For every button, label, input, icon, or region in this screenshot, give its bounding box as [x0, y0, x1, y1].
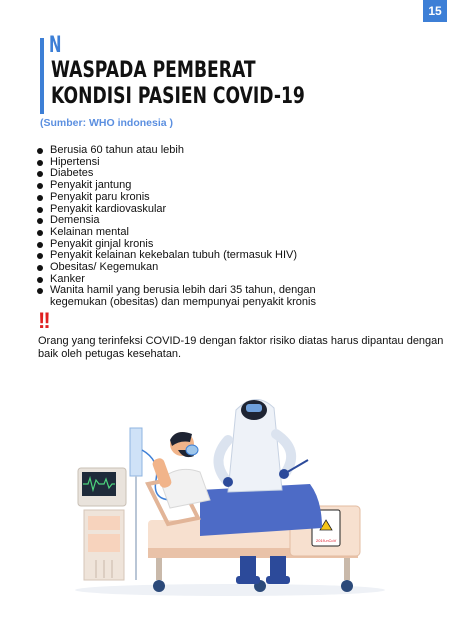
list-item: Wanita hamil yang berusia lebih dari 35 tahun, dengan kegemukan (obesitas) dan mempunyai penyakit kronis [36, 285, 350, 308]
list-item: Diabetes [36, 168, 350, 180]
title-line-2: KONDISI PASIEN COVID-19 [51, 84, 305, 109]
warning-icon: !! [38, 308, 49, 333]
risk-factor-list [36, 145, 350, 309]
section-letter: N [49, 33, 62, 58]
monitoring-note: Orang yang terinfeksi COVID-19 dengan faktor risiko diatas harus dipantau dengan baik oleh petugas kesehatan. [38, 335, 444, 360]
list-item: Penyakit ginjal kronis [36, 239, 350, 251]
list-item: Kanker [36, 274, 350, 286]
source-note: (Sumber: WHO indonesia ) [40, 117, 174, 129]
list-item: Penyakit paru kronis [36, 192, 350, 204]
title-line-1: WASPADA PEMBERAT [51, 58, 256, 83]
list-item: Obesitas/ Kegemukan [36, 262, 350, 274]
hospital-illustration [60, 380, 390, 610]
medical-monitor-icon [78, 468, 126, 580]
page-number: 15 [423, 0, 447, 22]
list-item: Demensia [36, 215, 350, 227]
list-item: Berusia 60 tahun atau lebih [36, 145, 350, 157]
list-item: Penyakit kardiovaskular [36, 204, 350, 216]
list-item: Penyakit jantung [36, 180, 350, 192]
list-item: Penyakit kelainan kekebalan tubuh (termasuk HIV) [36, 250, 350, 262]
list-item: Hipertensi [36, 157, 350, 169]
page-title [51, 58, 305, 110]
bed-chart-label: 2019-nCoV [316, 538, 337, 543]
accent-bar [40, 38, 44, 114]
list-item: Kelainan mental [36, 227, 350, 239]
